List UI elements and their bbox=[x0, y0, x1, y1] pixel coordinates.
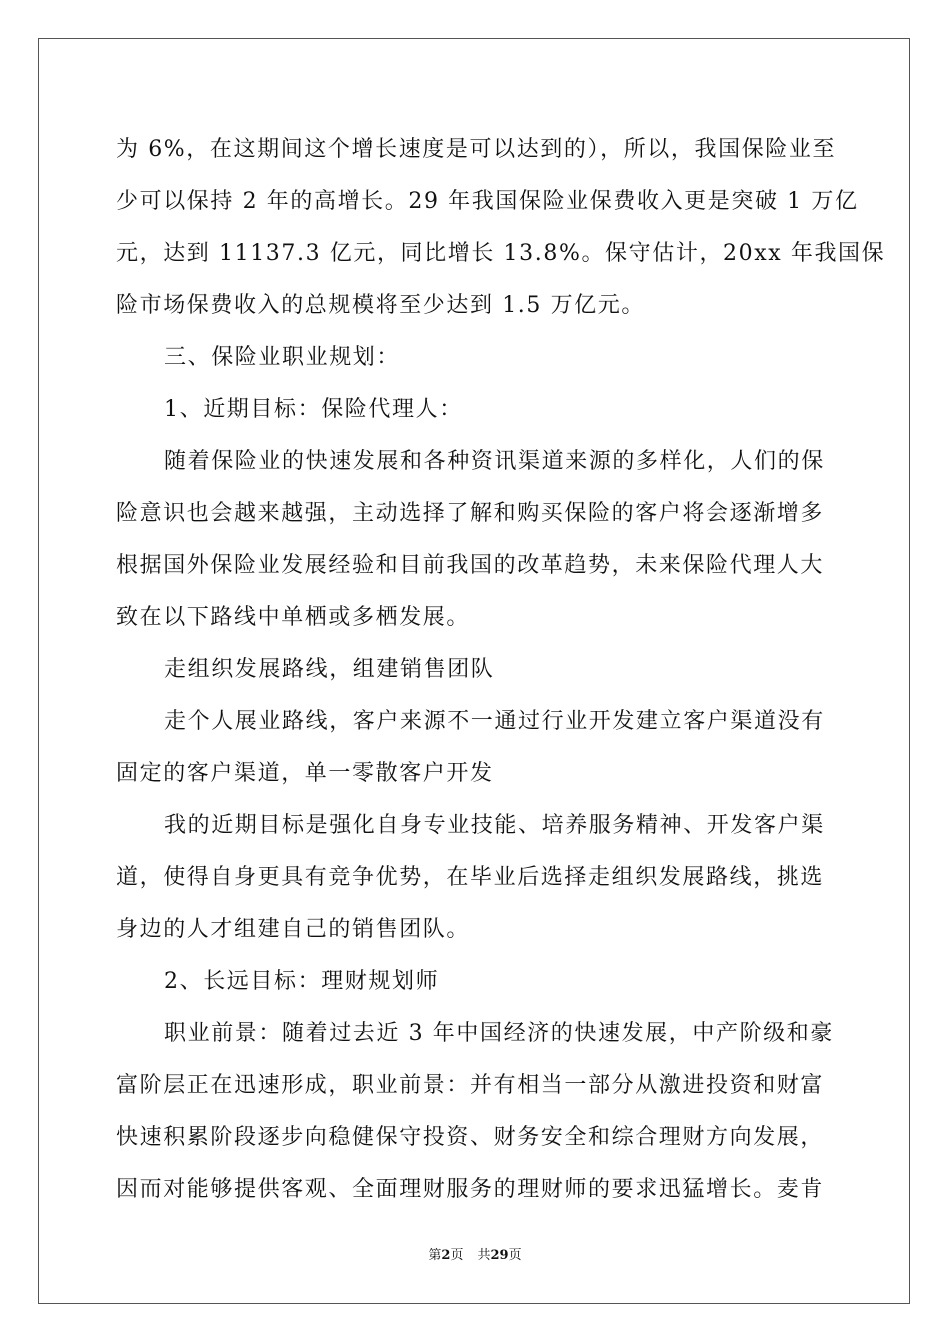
text-line: 致在以下路线中单栖或多栖发展。 bbox=[116, 605, 471, 630]
footer-page-suffix: 页 bbox=[450, 1248, 464, 1263]
footer-total-pages: 29 bbox=[490, 1248, 509, 1263]
text-line: 险意识也会越来越强，主动选择了解和购买保险的客户将会逐渐增多 bbox=[116, 501, 825, 526]
footer-page-prefix: 第 bbox=[428, 1248, 442, 1263]
text-line: 险市场保费收入的总规模将至少达到 1.5 万亿元。 bbox=[116, 293, 645, 318]
document-body bbox=[116, 124, 886, 1216]
text-line: 随着保险业的快速发展和各种资讯渠道来源的多样化，人们的保 bbox=[164, 449, 825, 474]
text-line: 根据国外保险业发展经验和目前我国的改革趋势，未来保险代理人大 bbox=[116, 553, 825, 578]
text-line: 元，达到 11137.3 亿元，同比增长 13.8%。保守估计，20xx 年我国保 bbox=[116, 241, 886, 266]
text-line: 少可以保持 2 年的高增长。29 年我国保险业保费收入更是突破 1 万亿 bbox=[116, 189, 859, 214]
text-line: 走个人展业路线，客户来源不一通过行业开发建立客户渠道没有 bbox=[164, 709, 825, 734]
text-line: 我的近期目标是强化自身专业技能、培养服务精神、开发客户渠 bbox=[164, 813, 825, 838]
page-footer bbox=[0, 1244, 950, 1263]
text-line: 1、近期目标：保险代理人： bbox=[164, 397, 463, 422]
text-line: 职业前景：随着过去近 3 年中国经济的快速发展，中产阶级和豪 bbox=[164, 1021, 834, 1046]
footer-total-suffix: 页 bbox=[508, 1248, 522, 1263]
text-line: 快速积累阶段逐步向稳健保守投资、财务安全和综合理财方向发展， bbox=[116, 1125, 825, 1150]
text-line: 富阶层正在迅速形成，职业前景：并有相当一部分从激进投资和财富 bbox=[116, 1073, 825, 1098]
text-line: 2、长远目标：理财规划师 bbox=[164, 969, 440, 994]
text-line: 因而对能够提供客观、全面理财服务的理财师的要求迅猛增长。麦肯 bbox=[116, 1177, 825, 1202]
footer-total-prefix: 共 bbox=[477, 1248, 491, 1263]
footer-page-number: 2 bbox=[441, 1248, 451, 1263]
text-line: 走组织发展路线，组建销售团队 bbox=[164, 657, 495, 682]
text-line: 身边的人才组建自己的销售团队。 bbox=[116, 917, 471, 942]
text-line: 道，使得自身更具有竞争优势，在毕业后选择走组织发展路线，挑选 bbox=[116, 865, 825, 890]
text-line: 为 6%，在这期间这个增长速度是可以达到的），所以，我国保险业至 bbox=[116, 137, 837, 162]
text-line: 固定的客户渠道，单一零散客户开发 bbox=[116, 761, 494, 786]
text-line: 三、保险业职业规划： bbox=[164, 345, 401, 370]
